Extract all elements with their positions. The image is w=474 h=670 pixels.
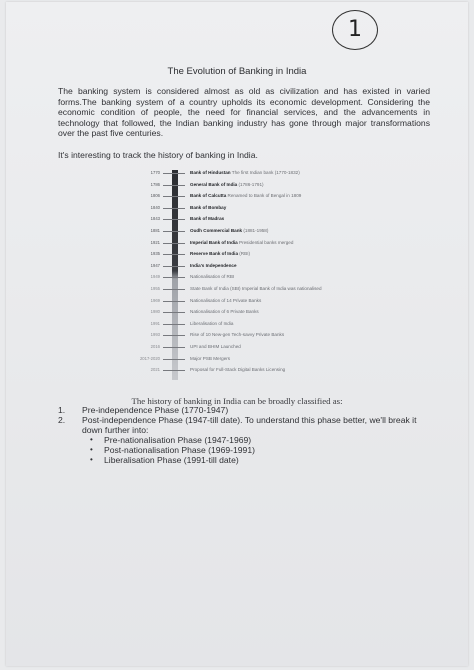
- timeline-event-label: Major PSB Mergers: [190, 355, 231, 361]
- timeline-year: 2017-2020: [139, 355, 160, 361]
- timeline-event-label: Proposal for Full-Stack Digital Banks Licensing: [190, 367, 286, 373]
- timeline-tick: [163, 335, 185, 336]
- timeline-tick: [163, 277, 185, 278]
- timeline-event-label: Bank of Madras: [190, 216, 225, 222]
- timeline-event: [190, 180, 368, 190]
- timeline-event-label: Nationalisation of 6 Private Banks: [190, 309, 259, 315]
- phase-number: 1.: [58, 405, 66, 415]
- timeline-event-note: (1881-1958): [243, 228, 269, 233]
- timeline-event: [190, 238, 368, 248]
- subphase-item: [58, 435, 430, 445]
- timeline-event-label: UPI and BHIM Launched: [190, 344, 241, 349]
- timeline-event: [190, 307, 368, 317]
- timeline-year: 1770: [150, 170, 160, 175]
- timeline-year: 2021: [150, 367, 160, 373]
- phase-item: [58, 405, 430, 415]
- timeline-year: 1991: [150, 320, 160, 326]
- timeline-entry: [128, 168, 368, 178]
- timeline-entry: [128, 365, 368, 375]
- timeline-event: [190, 203, 368, 213]
- timeline-event-label: Bank of Bombay: [190, 204, 227, 210]
- timeline-event-label: India's Independence: [190, 262, 237, 268]
- timeline-event: [190, 319, 368, 329]
- timeline-event-label: Imperial Bank of India: [190, 239, 238, 245]
- timeline-event-note: (SBI) Imperial Bank of India was nationalised: [230, 286, 322, 291]
- timeline-tick: [163, 196, 185, 197]
- timeline-event-note: (RBI): [239, 251, 250, 257]
- timeline-event-label: Nationalisation of RBI: [190, 274, 235, 280]
- timeline-entry: [128, 214, 368, 224]
- phase-text: Pre-independence Phase (1770-1947): [82, 405, 229, 415]
- timeline-event: [190, 354, 368, 364]
- timeline-tick: [163, 266, 185, 267]
- timeline-event: [190, 261, 368, 271]
- timeline-year: 1969: [150, 297, 160, 303]
- timeline-event-label: Bank of Calcutta: [190, 193, 227, 199]
- timeline-event-label: Bank of Hindustan: [190, 170, 231, 175]
- timeline-entry: [128, 342, 368, 352]
- timeline-year: 1921: [150, 239, 160, 245]
- timeline-year: 1843: [150, 216, 160, 222]
- timeline-entry: [128, 203, 368, 213]
- timeline-year: 1881: [150, 228, 160, 233]
- timeline-year: 1993: [150, 332, 160, 338]
- timeline-entry: [128, 226, 368, 236]
- timeline-entry: [128, 180, 368, 190]
- timeline-event-note: Renamed to Bank of Bengal in 1809: [227, 193, 302, 199]
- timeline-tick: [163, 173, 185, 174]
- bullet-icon: •: [90, 445, 93, 454]
- timeline-event-label: Rise of 10 New-gen Tech-savvy Private Banks: [190, 332, 285, 338]
- intro-paragraph: The banking system is considered almost as old as civilization and has existed in varied forms.The banking system of a country upholds its economic development. Considering the economic condition of people, the need for financial services, and the advancements in technology that followed, the Indian banking industry has gone through major transformations over the past five centuries.: [58, 86, 430, 139]
- timeline-event: [190, 342, 368, 352]
- timeline-event: [190, 284, 368, 294]
- timeline-event-label: General Bank of India: [190, 181, 238, 187]
- phase-list: [58, 405, 430, 465]
- banking-timeline: [128, 166, 368, 386]
- timeline-year: 2016: [150, 344, 160, 349]
- timeline-entry: [128, 191, 368, 201]
- timeline-year: 1935: [150, 251, 160, 257]
- timeline-event-label: Reserve Bank of India: [190, 251, 238, 257]
- classification-caption: The history of banking in India can be broadly classified as:: [131, 396, 343, 406]
- timeline-event-note: The first Indian bank (1770-1832): [231, 170, 300, 175]
- timeline-event: [190, 330, 368, 340]
- timeline-event: [190, 226, 368, 236]
- timeline-tick: [163, 219, 185, 220]
- timeline-entry: [128, 249, 368, 259]
- timeline-event-label: Liberalisation of India: [190, 320, 234, 326]
- timeline-entry: [128, 354, 368, 364]
- timeline-year: 1980: [150, 309, 160, 315]
- timeline-tick: [163, 324, 185, 325]
- timeline-entry: [128, 238, 368, 248]
- timeline-event: [190, 365, 368, 375]
- timeline-entry: [128, 261, 368, 271]
- phase-item: [58, 415, 430, 435]
- timeline-tick: [163, 243, 185, 244]
- phase-text: Post-independence Phase (1947-till date). To understand this phase better, we'll break it down further into:: [82, 415, 417, 435]
- timeline-tick: [163, 231, 185, 232]
- timeline-event-label: State Bank of India: [190, 286, 229, 291]
- timeline-event: [190, 214, 368, 224]
- timeline-year: 1949: [150, 274, 160, 280]
- timeline-entry: [128, 319, 368, 329]
- timeline-tick: [163, 347, 185, 348]
- timeline-tick: [163, 254, 185, 255]
- subphase-item: [58, 455, 430, 465]
- timeline-tick: [163, 289, 185, 290]
- timeline-event: [190, 296, 368, 306]
- phase-number: 2.: [58, 415, 66, 425]
- timeline-tick: [163, 208, 185, 209]
- bullet-icon: •: [90, 435, 93, 444]
- timeline-entry: [128, 307, 368, 317]
- timeline-tick: [163, 185, 185, 186]
- timeline-event: [190, 168, 368, 178]
- timeline-entry: [128, 330, 368, 340]
- timeline-intro-text: It's interesting to track the history of banking in India.: [58, 150, 258, 160]
- timeline-year: 1955: [150, 286, 160, 291]
- timeline-tick: [163, 370, 185, 371]
- page-number-circle: 1: [332, 10, 378, 50]
- timeline-tick: [163, 301, 185, 302]
- timeline-event-label: Nationalisation of 14 Private Banks: [190, 297, 262, 303]
- subphase-text: Liberalisation Phase (1991-till date): [104, 455, 239, 465]
- subphase-text: Pre-nationalisation Phase (1947-1969): [104, 435, 252, 445]
- timeline-event: [190, 272, 368, 282]
- timeline-entry: [128, 296, 368, 306]
- subphase-text: Post-nationalisation Phase (1969-1991): [104, 445, 255, 455]
- subphase-item: [58, 445, 430, 455]
- timeline-event: [190, 249, 368, 259]
- timeline-entry: [128, 272, 368, 282]
- timeline-event-label: Oudh Commercial Bank: [190, 228, 243, 233]
- timeline-event-note: (1786-1791): [238, 181, 264, 187]
- timeline-year: 1806: [150, 193, 160, 199]
- page-title: The Evolution of Banking in India: [167, 66, 307, 77]
- timeline-event: [190, 191, 368, 201]
- timeline-tick: [163, 312, 185, 313]
- timeline-tick: [163, 359, 185, 360]
- timeline-year: 1947: [150, 262, 160, 268]
- timeline-event-note: Presidential banks merged: [239, 239, 294, 245]
- timeline-year: 1786: [150, 181, 160, 187]
- bullet-icon: •: [90, 455, 93, 464]
- timeline-year: 1840: [150, 204, 160, 210]
- timeline-entry: [128, 284, 368, 294]
